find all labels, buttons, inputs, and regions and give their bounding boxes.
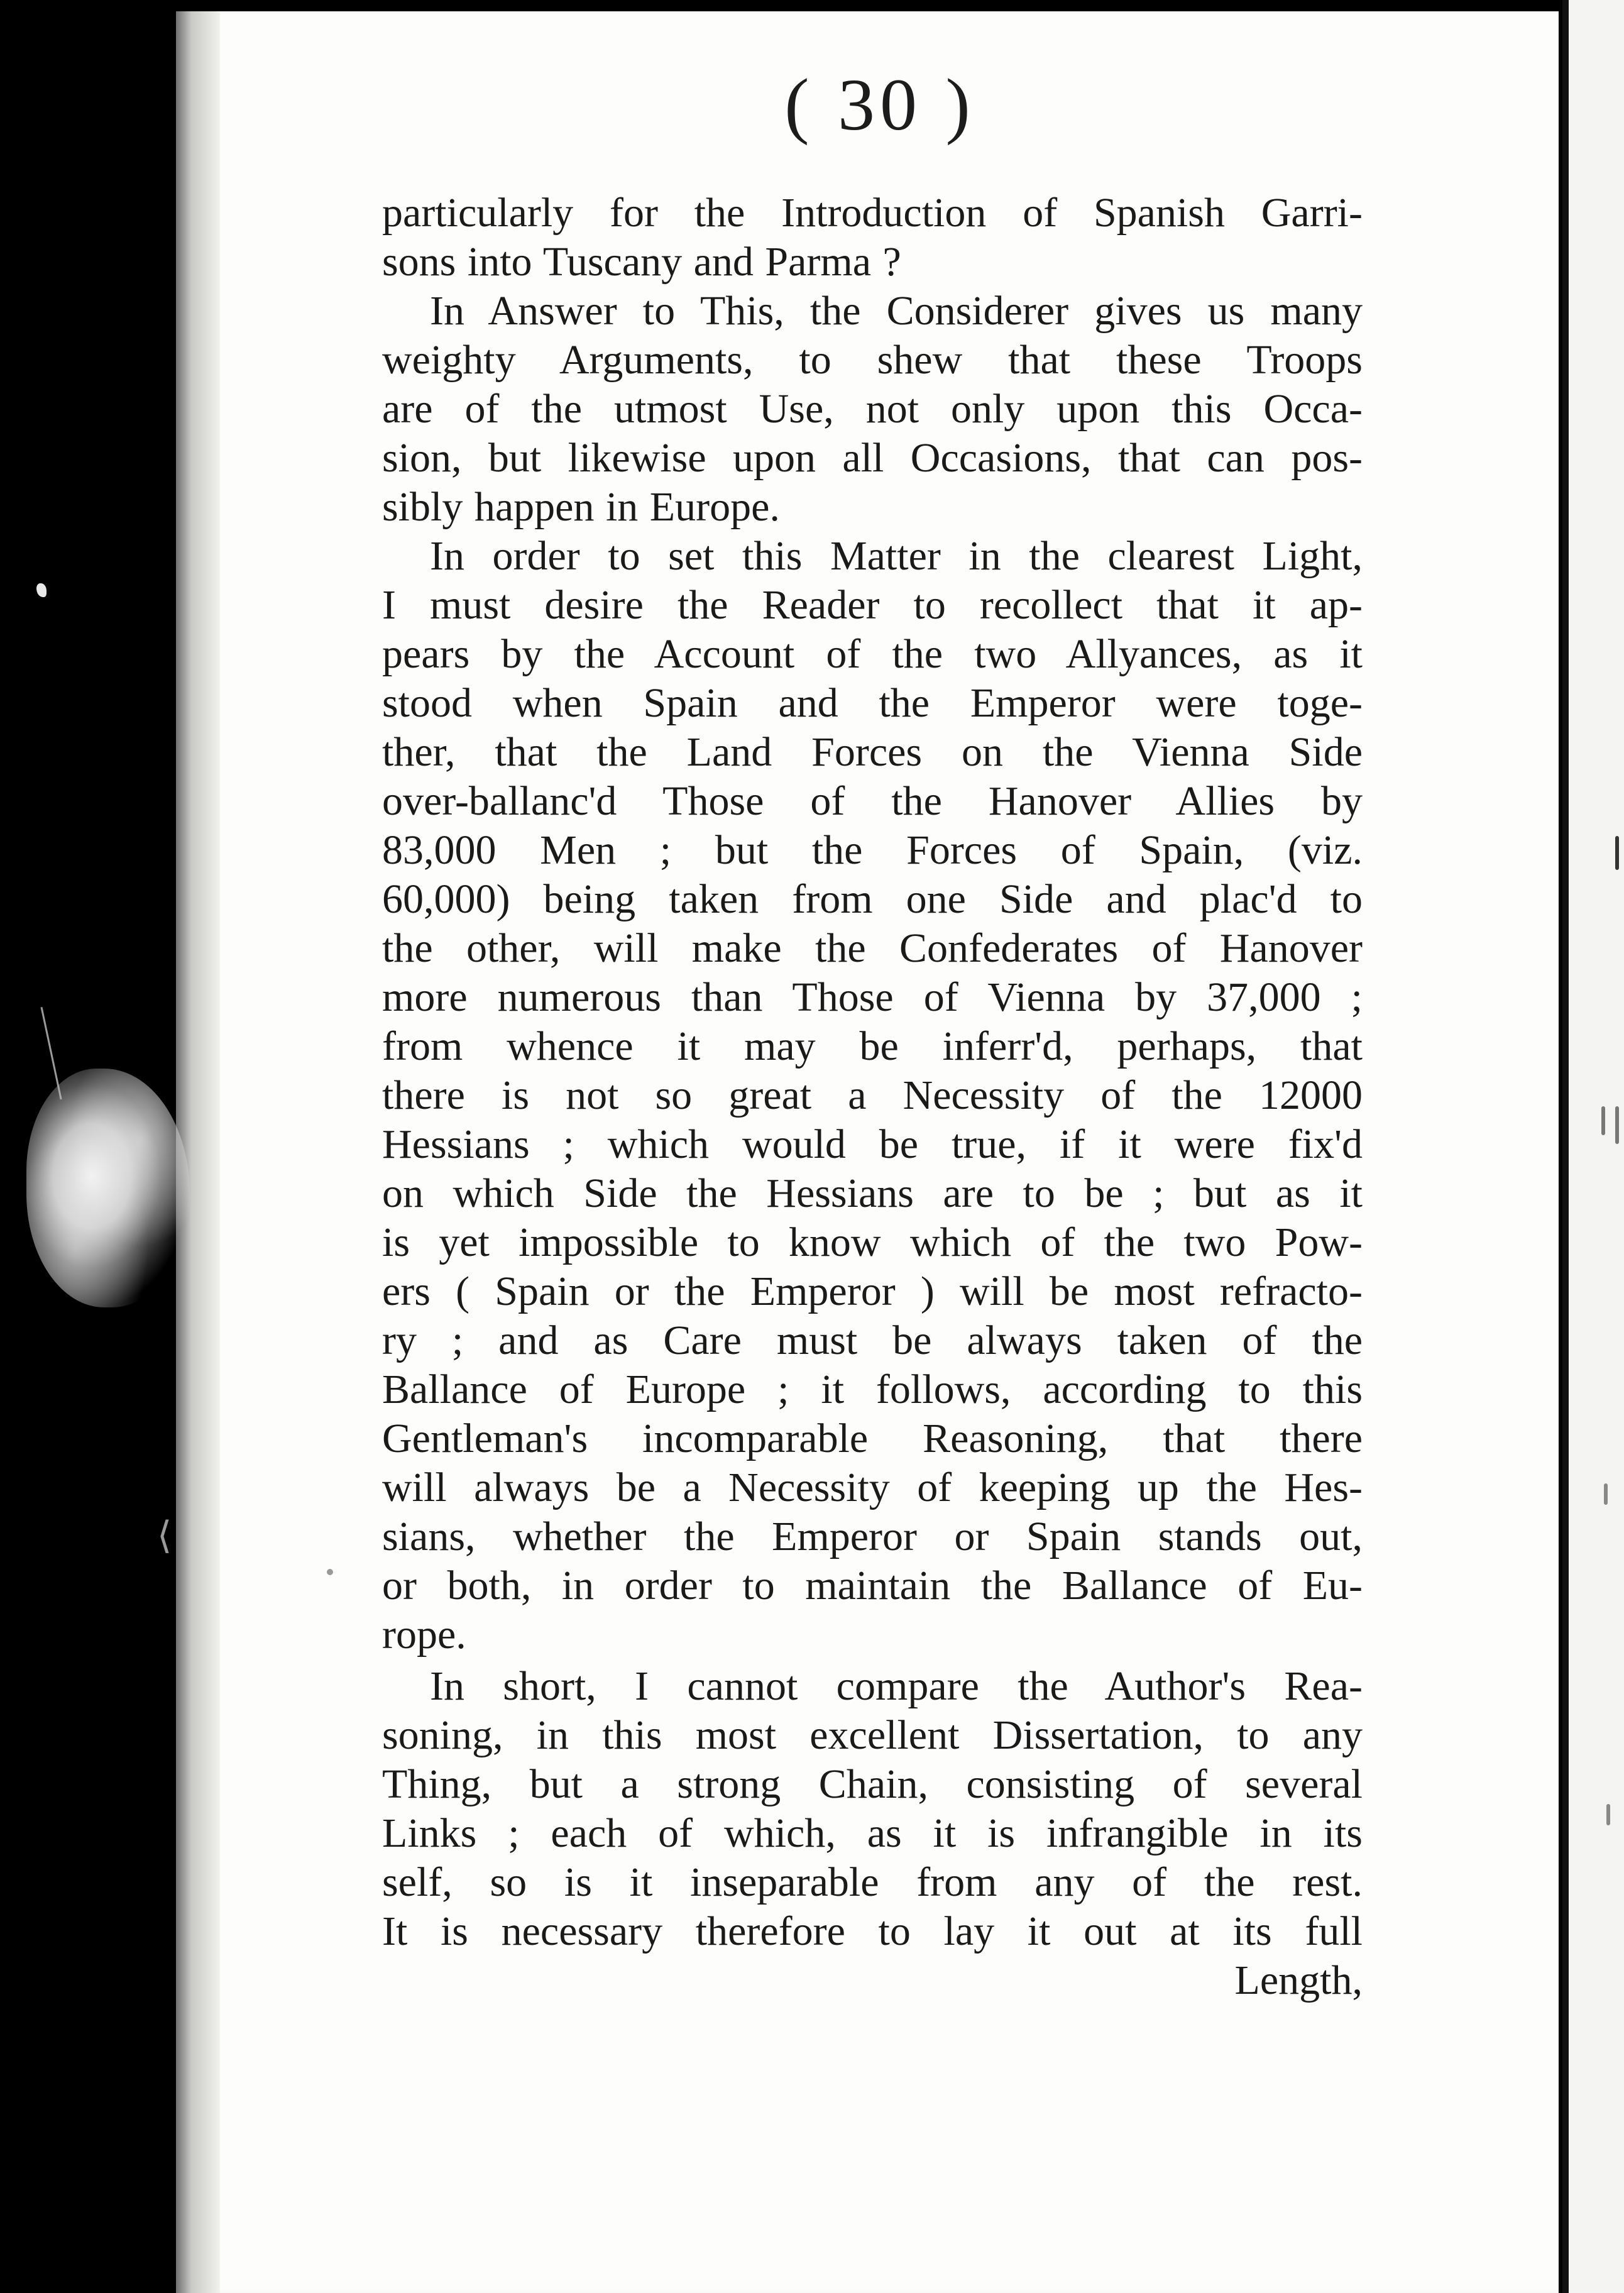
text-line: Ballance of Europe ; it follows, according to this	[382, 1366, 1363, 1412]
text-line: Hessians ; which would be true, if it were fix'd	[382, 1121, 1363, 1167]
text-line: 60,000) being taken from one Side and plac'd to	[382, 876, 1363, 922]
text-line: I must desire the Reader to recollect that it ap-	[382, 582, 1363, 628]
text-line: soning, in this most excellent Dissertation, to any	[382, 1712, 1363, 1758]
text-line: stood when Spain and the Emperor were toge-	[382, 680, 1363, 726]
text-line: the other, will make the Confederates of Hanover	[382, 925, 1363, 971]
body-text	[382, 189, 1363, 2005]
text-line: weighty Arguments, to shew that these Troops	[382, 337, 1363, 383]
edge-mark	[1604, 1483, 1608, 1505]
margin-bracket-mark: ⟨	[157, 1515, 172, 1556]
text-line: Links ; each of which, as it is infrangible in its	[382, 1810, 1363, 1856]
edge-mark	[1601, 1106, 1605, 1135]
margin-dot	[327, 1569, 333, 1575]
text-line: there is not so great a Necessity of the 12000	[382, 1072, 1363, 1118]
edge-mark	[1615, 1106, 1619, 1144]
text-line: sibly happen in Europe.	[382, 484, 780, 530]
margin-speck	[36, 583, 47, 597]
next-page-edge	[1562, 0, 1624, 2293]
text-line: ry ; and as Care must be always taken of the	[382, 1317, 1363, 1363]
text-line: 83,000 Men ; but the Forces of Spain, (viz.	[382, 827, 1363, 873]
text-line: sion, but likewise upon all Occasions, that can pos-	[382, 435, 1363, 481]
page-number: ( 30 )	[784, 63, 975, 146]
edge-mark	[1606, 1804, 1610, 1825]
text-line: or both, in order to maintain the Ballance of Eu-	[382, 1563, 1363, 1608]
text-line: sians, whether the Emperor or Spain stands out,	[382, 1514, 1363, 1559]
text-line: will always be a Necessity of keeping up the Hes-	[382, 1465, 1363, 1510]
text-line: In short, I cannot compare the Author's Rea-	[430, 1663, 1363, 1709]
text-line: Thing, but a strong Chain, consisting of several	[382, 1761, 1363, 1807]
text-line: In Answer to This, the Considerer gives us many	[430, 288, 1363, 334]
paper-damage-blot	[26, 1069, 190, 1307]
text-line: particularly for the Introduction of Spanish Garri-	[382, 190, 1363, 236]
text-line: from whence it may be inferr'd, perhaps, that	[382, 1023, 1363, 1069]
text-line: sons into Tuscany and Parma ?	[382, 239, 901, 285]
text-line: pears by the Account of the two Allyances, as it	[382, 631, 1363, 677]
text-line: is yet impossible to know which of the two Pow-	[382, 1219, 1363, 1265]
text-line: rope.	[382, 1612, 466, 1658]
text-line: ther, that the Land Forces on the Vienna Side	[382, 729, 1363, 775]
text-line: more numerous than Those of Vienna by 37,000 ;	[382, 974, 1363, 1020]
text-line: are of the utmost Use, not only upon this Occa-	[382, 386, 1363, 432]
text-line: It is necessary therefore to lay it out at its full	[382, 1908, 1363, 1954]
text-line: In order to set this Matter in the clearest Light,	[430, 533, 1363, 579]
text-line: self, so is it inseparable from any of the rest.	[382, 1859, 1363, 1905]
text-line: ers ( Spain or the Emperor ) will be most refracto-	[382, 1268, 1363, 1314]
text-line: Gentleman's incomparable Reasoning, that there	[382, 1416, 1363, 1461]
text-line: over-ballanc'd Those of the Hanover Allies by	[382, 778, 1363, 824]
catchword: Length,	[1234, 1957, 1363, 2003]
edge-mark	[1615, 836, 1619, 870]
text-line: on which Side the Hessians are to be ; but as it	[382, 1170, 1363, 1216]
